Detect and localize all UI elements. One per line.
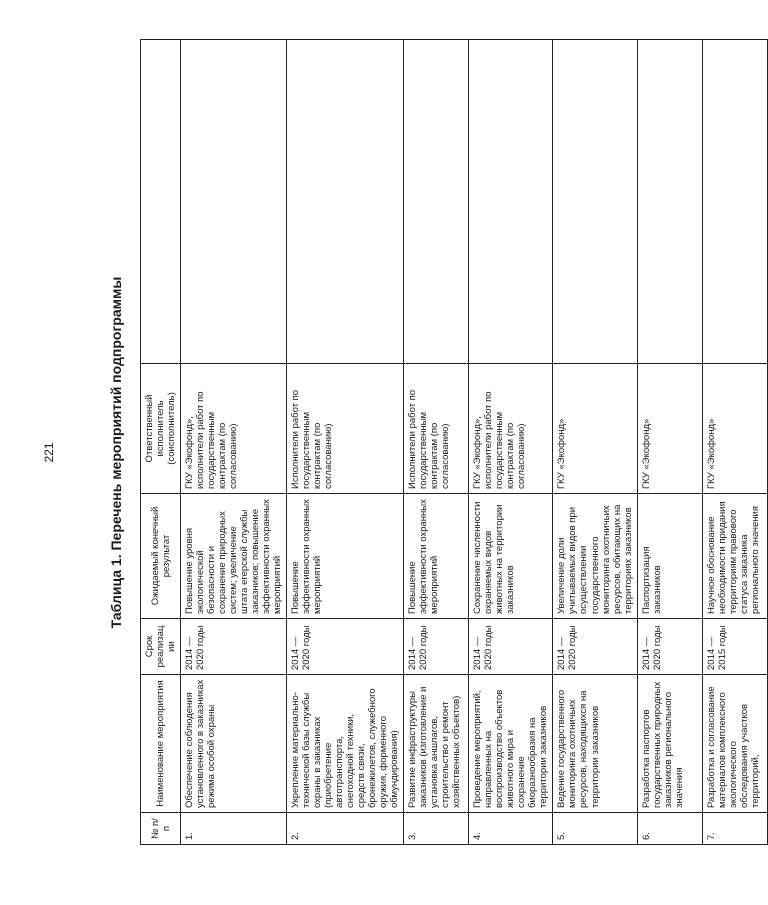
table-row [702,40,767,845]
cell-number: 3. [404,813,469,845]
table-row [181,40,287,845]
table-row [287,40,404,845]
cell-result: Научное обоснование необходимости придания территориям правового статуса заказника регионального значения [702,494,767,619]
cell-result: Паспортизация заказников [637,494,702,619]
cell-executor: ГКУ «Экофонд» [637,364,702,494]
cell-term: 2014 — 2020 годы [287,619,404,675]
cell-result: Повышение эффективности охранных мероприятий [287,494,404,619]
cell-empty [637,40,702,364]
cell-term: 2014 — 2020 годы [553,619,637,675]
cell-executor: ГКУ «Экофонд» [702,364,767,494]
page-number: 221 [42,442,56,463]
activities-table [140,39,768,845]
cell-result: Сохранение численности охраняемых видов животных на территории заказников [469,494,553,619]
cell-term: 2014 — 2020 годы [404,619,469,675]
cell-term: 2014 — 2020 годы [181,619,287,675]
cell-executor: Исполнители работ по государственным контрактам (по согласованию) [287,364,404,494]
cell-activity-name: Обеспечение соблюдения установленного в заказниках режима особой охраны [181,675,287,813]
cell-number: 2. [287,813,404,845]
cell-number: 4. [469,813,553,845]
cell-term: 2014 — 2020 годы [637,619,702,675]
cell-term: 2014 — 2015 годы [702,619,767,675]
cell-empty [553,40,637,364]
table-title: Таблица 1. Перечень мероприятий подпрограммы [108,276,124,629]
cell-number: 1. [181,813,287,845]
cell-result: Увеличение доли учитываемых видов при осуществлении государственного мониторинга охотничьих ресурсов, обитающих на территориях заказников [553,494,637,619]
header-expected-result: Ожидаемый конечный результат [141,494,181,619]
cell-result: Повышение уровня экологической безопасности и сохранение природных систем; увеличение штата егерской службы заказников; повышение эффективности охранных мероприятий [181,494,287,619]
table-row [637,40,702,845]
cell-activity-name: Ведение государственного мониторинга охотничьих ресурсов, находящихся на территории заказников [553,675,637,813]
cell-executor: ГКУ «Экофонд», исполнители работ по государственным контрактам (по согласованию) [181,364,287,494]
cell-activity-name: Разработка и согласование материалов комплексного экологического обследования участков территорий, [702,675,767,813]
cell-empty [404,40,469,364]
cell-number: 7. [702,813,767,845]
cell-executor: Исполнители работ по государственным контрактам (по согласованию) [404,364,469,494]
header-number: № п/п [141,813,181,845]
cell-executor: ГКУ «Экофонд», исполнители работ по государственным контрактам (по согласованию) [469,364,553,494]
cell-activity-name: Развитие инфраструктуры заказников (изготовление и установка аншлагов, строительство и ремонт хозяйственных объектов) [404,675,469,813]
cell-activity-name: Разработка паспортов государственных природных заказников регионального значения [637,675,702,813]
cell-empty [287,40,404,364]
cell-term: 2014 — 2020 годы [469,619,553,675]
table-row [404,40,469,845]
header-responsible: Ответственный исполнитель (соисполнитель) [141,364,181,494]
header-empty [141,40,181,364]
cell-activity-name: Укрепление материально-технической базы службы охраны в заказниках (приобретение автотранспорта, снегоходной техники, средств связи, бронежилетов, служебного оружия, форменного обмундирования) [287,675,404,813]
cell-result: Повышение эффективности охранных мероприятий [404,494,469,619]
table-row [553,40,637,845]
table-header-row [141,40,181,845]
cell-empty [469,40,553,364]
header-activity-name: Наименование мероприятия [141,675,181,813]
cell-empty [181,40,287,364]
cell-number: 5. [553,813,637,845]
cell-activity-name: Проведение мероприятий, направленных на воспроизводство объектов животного мира и сохранение биоразнообразия на территории заказников [469,675,553,813]
header-term: Срок реализации [141,619,181,675]
table-row [469,40,553,845]
cell-empty [702,40,767,364]
cell-executor: ГКУ «Экофонд» [553,364,637,494]
cell-number: 6. [637,813,702,845]
